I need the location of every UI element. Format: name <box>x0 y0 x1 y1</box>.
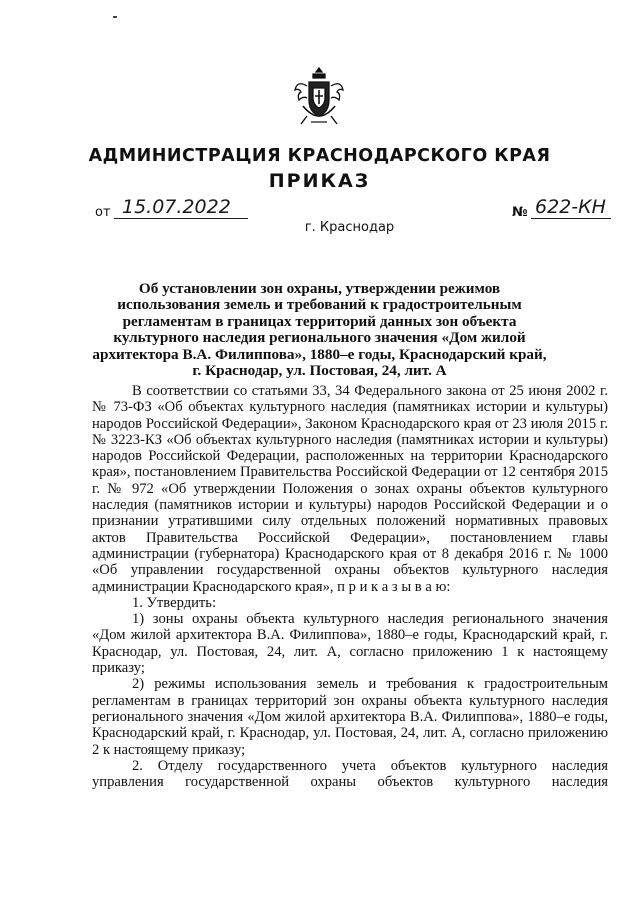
date-label: от <box>95 205 111 220</box>
handwritten-date: 15.07.2022 <box>122 196 231 218</box>
date-underline <box>114 218 248 219</box>
body-paragraph: 1. Утвердить: <box>132 594 217 611</box>
number-underline <box>531 218 611 219</box>
body-paragraph: 1) зоны охраны объекта культурного наследия регионального значения «Дом жилой архитектора В.А. Филиппова», 1880–е годы, Краснодарский край, г. Краснодар, ул. Постовая, 24, лит. А, согласно приложению 1 к настоящему приказу; <box>92 611 608 677</box>
handwritten-number: 622-КН <box>535 196 606 218</box>
body-paragraph: В соответствии со статьями 33, 34 Федерального закона от 25 июня 2002 г. № 73-ФЗ «Об объектах культурного наследия (памятниках истории и культуры) народов Российской Федерации», Законом Краснодарского края от 23 июля 2015 г. № 3223-КЗ «Об объектах культурного наследия (памятниках истории и культуры) народов Российской Федерации, расположенных на территории Краснодарского края», постановлением Правительства Российской Федерации от 12 сентября 2015 г. № 972 «Об утверждении Положения о зонах охраны объектов культурного наследия (памятников истории и культуры) народов Российской Федерации и о признании утратившими силу отдельных положений нормативных правовых актов Правительства Российской Федерации», постановлением главы администрации (губернатора) Краснодарского края от 8 декабря 2016 г. № 1000 «Об управлении государственной охраны объектов культурного наследия администрации Краснодарского края», п р и к а з ы в а ю: <box>92 383 608 595</box>
scan-artifact <box>113 16 117 18</box>
coat-of-arms-icon <box>293 66 345 128</box>
number-label: № <box>512 205 528 220</box>
city-label: г. Краснодар <box>304 220 395 235</box>
body-paragraph: 2. Отделу государственного учета объектов культурного наследия управления государственной охраны объектов культурного наследия <box>92 757 608 791</box>
document-body <box>92 383 608 790</box>
document-subject: Об установлении зон охраны, утверждении режимов использования земель и требований к градостроительным регламентам в границах территорий данных зон объекта культурного наследия регионального значения «Дом жилой архитектора В.А. Филиппова», 1880–е годы, Краснодарский край, г. Краснодар, ул. Постовая, 24, лит. А <box>92 280 547 380</box>
organization-title: АДМИНИСТРАЦИЯ КРАСНОДАРСКОГО КРАЯ <box>88 146 551 166</box>
document-type: ПРИКАЗ <box>268 170 371 192</box>
body-paragraph: 2) режимы использования земель и требования к градостроительным регламентам в границах территорий зон охраны объекта культурного наследия регионального значения «Дом жилой архитектора В.А. Филиппова», 1880–е годы, Краснодарский край, г. Краснодар, ул. Постовая, 24, лит. А, согласно приложению 2 к настоящему приказу; <box>92 676 608 758</box>
